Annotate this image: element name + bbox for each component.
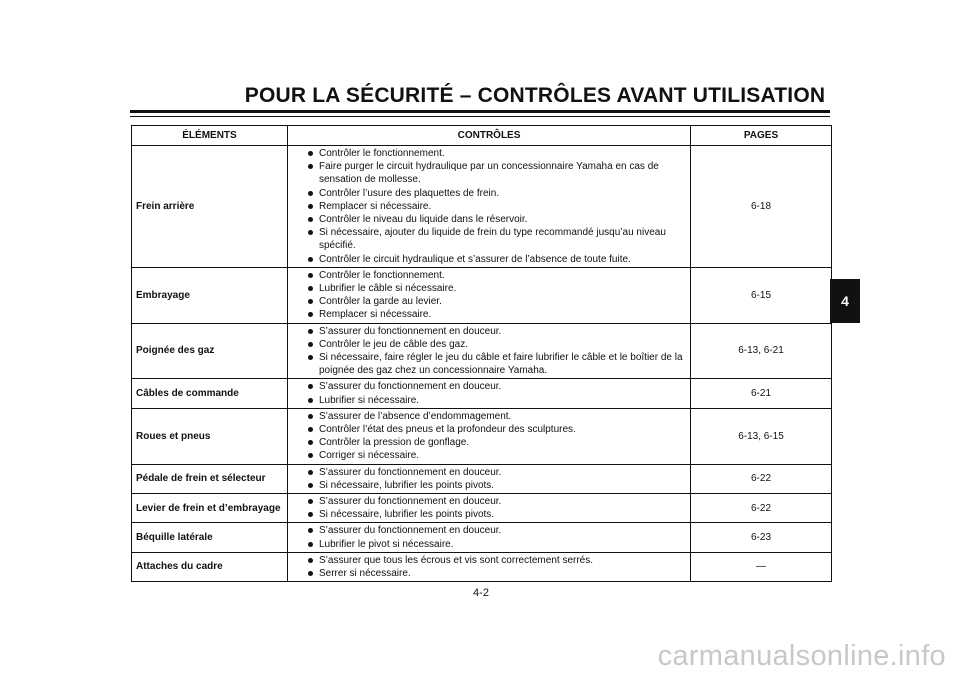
row-element: Attaches du cadre xyxy=(132,552,288,581)
check-item: Contrôler la pression de gonflage. xyxy=(128,436,686,449)
check-item: Contrôler le niveau du liquide dans le réservoir. xyxy=(128,213,686,226)
check-item: Si nécessaire, lubrifier les points pivots. xyxy=(128,479,686,492)
table-row xyxy=(132,323,832,379)
check-item: S’assurer que tous les écrous et vis sont correctement serrés. xyxy=(128,554,686,567)
row-checks xyxy=(288,323,691,379)
checks-list xyxy=(288,554,686,580)
checks-list xyxy=(288,147,686,266)
title-underline-thin xyxy=(130,116,830,117)
table-row xyxy=(132,379,832,408)
page-title: POUR LA SÉCURITÉ – CONTRÔLES AVANT UTILISATION xyxy=(244,84,826,107)
check-item: Lubrifier le pivot si nécessaire. xyxy=(128,538,686,551)
row-checks xyxy=(288,552,691,581)
check-item: Faire purger le circuit hydraulique par un concessionnaire Yamaha en cas de sensation de mollesse. xyxy=(128,160,686,186)
row-checks xyxy=(288,146,691,268)
row-pages: 6-23 xyxy=(691,523,832,552)
row-pages: 6-22 xyxy=(691,464,832,493)
check-item: S’assurer du fonctionnement en douceur. xyxy=(128,325,686,338)
table-row xyxy=(132,523,832,552)
check-item: Contrôler le fonctionnement. xyxy=(128,269,686,282)
row-pages: 6-18 xyxy=(691,146,832,268)
title-underline-thick xyxy=(130,110,830,113)
table-row xyxy=(132,408,832,464)
checks-list xyxy=(288,410,686,463)
table-header-row xyxy=(132,126,832,146)
check-item: Contrôler l’usure des plaquettes de frein. xyxy=(128,187,686,200)
check-item: Contrôler l’état des pneus et la profondeur des sculptures. xyxy=(128,423,686,436)
table-row xyxy=(132,464,832,493)
row-element: Embrayage xyxy=(132,267,288,323)
row-pages: 6-22 xyxy=(691,494,832,523)
check-item: Si nécessaire, ajouter du liquide de frein du type recommandé jusqu’au niveau spécifié. xyxy=(128,226,686,252)
check-item: Remplacer si nécessaire. xyxy=(128,200,686,213)
checks-list xyxy=(288,495,686,521)
check-item: Si nécessaire, lubrifier les points pivots. xyxy=(128,508,686,521)
check-item: S’assurer du fonctionnement en douceur. xyxy=(128,380,686,393)
header-pages: PAGES xyxy=(691,126,832,146)
check-item: S’assurer du fonctionnement en douceur. xyxy=(128,524,686,537)
check-item: S’assurer du fonctionnement en douceur. xyxy=(128,495,686,508)
row-pages: — xyxy=(691,552,832,581)
row-element: Roues et pneus xyxy=(132,408,288,464)
table-row xyxy=(132,552,832,581)
table-row xyxy=(132,267,832,323)
row-element: Frein arrière xyxy=(132,146,288,268)
row-pages: 6-15 xyxy=(691,267,832,323)
row-element: Pédale de frein et sélecteur xyxy=(132,464,288,493)
row-element: Béquille latérale xyxy=(132,523,288,552)
check-item: Remplacer si nécessaire. xyxy=(128,308,686,321)
check-item: S’assurer du fonctionnement en douceur. xyxy=(128,466,686,479)
checks-list xyxy=(288,466,686,492)
row-checks xyxy=(288,494,691,523)
page-number: 4-2 xyxy=(473,587,489,599)
pre-operation-checks-table xyxy=(131,125,832,582)
check-item: Lubrifier si nécessaire. xyxy=(128,394,686,407)
check-item: Serrer si nécessaire. xyxy=(128,567,686,580)
row-element: Levier de frein et d’embrayage xyxy=(132,494,288,523)
checks-list xyxy=(288,325,686,378)
table-row xyxy=(132,146,832,268)
table-body xyxy=(132,146,832,582)
row-element: Câbles de commande xyxy=(132,379,288,408)
watermark: carmanualsonline.info xyxy=(657,640,946,672)
header-checks: CONTRÔLES xyxy=(288,126,691,146)
row-pages: 6-13, 6-15 xyxy=(691,408,832,464)
row-checks xyxy=(288,523,691,552)
check-item: Si nécessaire, faire régler le jeu du câble et faire lubrifier le câble et le boîtier de la poignée des gaz chez un concessionnaire Yamaha. xyxy=(128,351,686,377)
checks-list xyxy=(288,380,686,406)
row-checks xyxy=(288,379,691,408)
header-elements: ÉLÉMENTS xyxy=(132,126,288,146)
checks-list xyxy=(288,524,686,550)
row-checks xyxy=(288,408,691,464)
table-row xyxy=(132,494,832,523)
row-checks xyxy=(288,267,691,323)
row-pages: 6-13, 6-21 xyxy=(691,323,832,379)
check-item: Corriger si nécessaire. xyxy=(128,449,686,462)
checks-list xyxy=(288,269,686,322)
row-element: Poignée des gaz xyxy=(132,323,288,379)
check-item: Contrôler le circuit hydraulique et s’assurer de l’absence de toute fuite. xyxy=(128,253,686,266)
chapter-tab: 4 xyxy=(830,279,860,323)
check-item: Lubrifier le câble si nécessaire. xyxy=(128,282,686,295)
check-item: Contrôler le jeu de câble des gaz. xyxy=(128,338,686,351)
check-item: Contrôler le fonctionnement. xyxy=(128,147,686,160)
row-pages: 6-21 xyxy=(691,379,832,408)
check-item: Contrôler la garde au levier. xyxy=(128,295,686,308)
row-checks xyxy=(288,464,691,493)
check-item: S’assurer de l’absence d’endommagement. xyxy=(128,410,686,423)
